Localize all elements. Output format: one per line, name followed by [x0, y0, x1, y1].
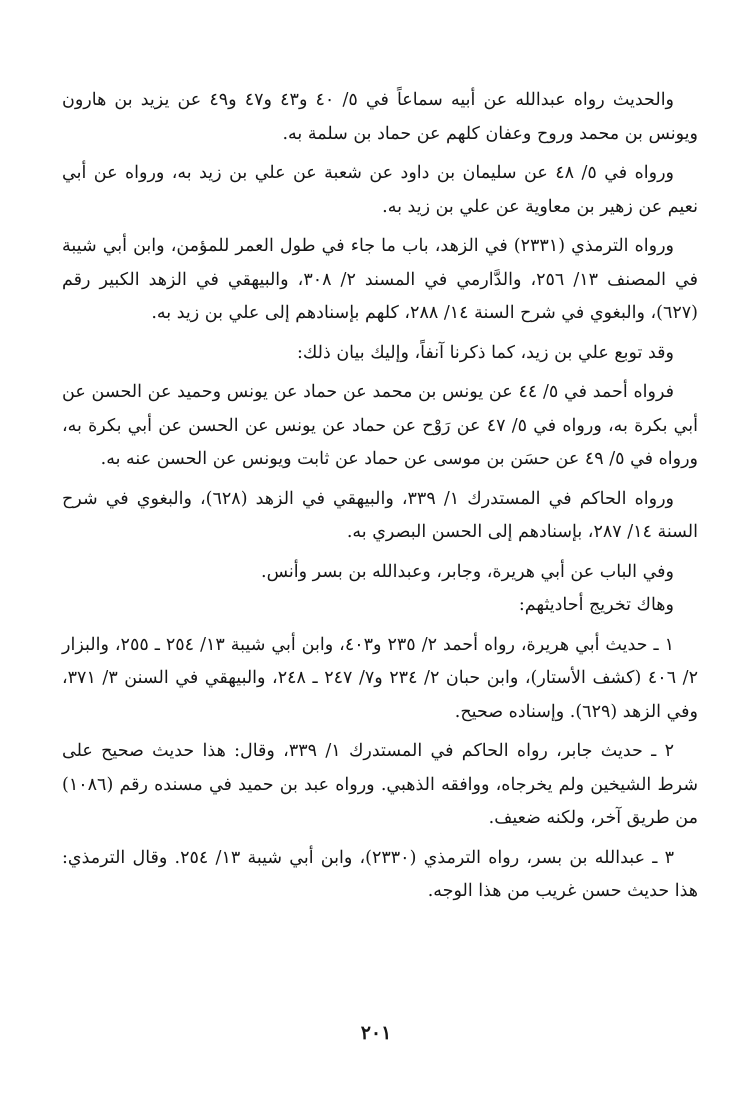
- paragraph-chapter-companions: وفي الباب عن أبي هريرة، وجابر، وعبدالله بن بسر وأنس.: [261, 561, 674, 582]
- paragraph-abdullah-bin-busr-hadith: ٣ ـ عبدالله بن بسر، رواه الترمذي (٢٣٣٠)، وابن أبي شيبة ١٣/ ٢٥٤. وقال الترمذي: هذا حديث حسن غريب من هذا الوجه.: [62, 847, 698, 901]
- paragraph-abu-hurayra-hadith: ١ ـ حديث أبي هريرة، رواه أحمد ٢/ ٢٣٥ و٤٠٣، وابن أبي شيبة ١٣/ ٢٥٤ ـ ٢٥٥، والبزار ٢/ ٤٠٦ (كشف الأستار)، وابن حبان ٢/ ٢٣٤ و٧/ ٢٤٧ ـ ٢٤٨، والبيهقي في السنن ٣/ ٣٧١، وفي الزهد (٦٢٩). وإسناده صحيح.: [62, 634, 698, 722]
- page-number: ٢٠١: [360, 1022, 392, 1044]
- paragraph-tirmidhi-narration: ورواه الترمذي (٢٣٣١) في الزهد، باب ما جاء في طول العمر للمؤمن، وابن أبي شيبة في المصنف ١٣/ ٢٥٦، والدَّارمي في المسند ٢/ ٣٠٨، والبيهقي في الزهد الكبير رقم (٦٢٧)، والبغوي في شرح السنة ١٤/ ٢٨٨، كلهم بإسنادهم إلى علي بن زيد به.: [62, 236, 698, 323]
- paragraph-ahmad-narration: فرواه أحمد في ٥/ ٤٤ عن يونس بن محمد عن حماد عن يونس وحميد عن الحسن عن أبي بكرة به، ورواه في ٥/ ٤٧ عن رَوْح عن حماد عن يونس عن الحسن عن أبي بكرة به، ورواه في ٥/ ٤٩ عن حسَن بن موسى عن حماد عن ثابت ويونس عن الحسن عنه به.: [62, 382, 698, 469]
- body-text: [62, 84, 698, 909]
- paragraph-shuba-narration: ورواه في ٥/ ٤٨ عن سليمان بن داود عن شعبة عن علي بن زيد به، ورواه عن أبي نعيم عن زهير بن معاوية عن علي بن زيد به.: [62, 163, 698, 217]
- paragraph-hakim-narration: ورواه الحاكم في المستدرك ١/ ٣٣٩، والبيهقي في الزهد (٦٢٨)، والبغوي في شرح السنة ١٤/ ٢٨٧، بإسنادهم إلى الحسن البصري به.: [62, 488, 698, 542]
- paragraph-corroboration-intro: وقد توبع علي بن زيد، كما ذكرنا آنفاً، وإليك بيان ذلك:: [296, 342, 674, 363]
- paragraph-hadith-narration: والحديث رواه عبدالله عن أبيه سماعاً في ٥/ ٤٠ و٤٣ و٤٧ و٤٩ عن يزيد بن هارون ويونس بن محمد وروح وعفان كلهم عن حماد بن سلمة به.: [62, 90, 698, 144]
- paragraph-jabir-hadith: ٢ ـ حديث جابر، رواه الحاكم في المستدرك ١/ ٣٣٩، وقال: هذا حديث صحيح على شرط الشيخين ولم يخرجاه، ووافقه الذهبي. ورواه عبد بن حميد في مسنده رقم (١٠٨٦) من طريق آخر، ولكنه ضعيف.: [62, 741, 698, 828]
- paragraph-takhrij-heading: وهاك تخريج أحاديثهم:: [518, 595, 674, 615]
